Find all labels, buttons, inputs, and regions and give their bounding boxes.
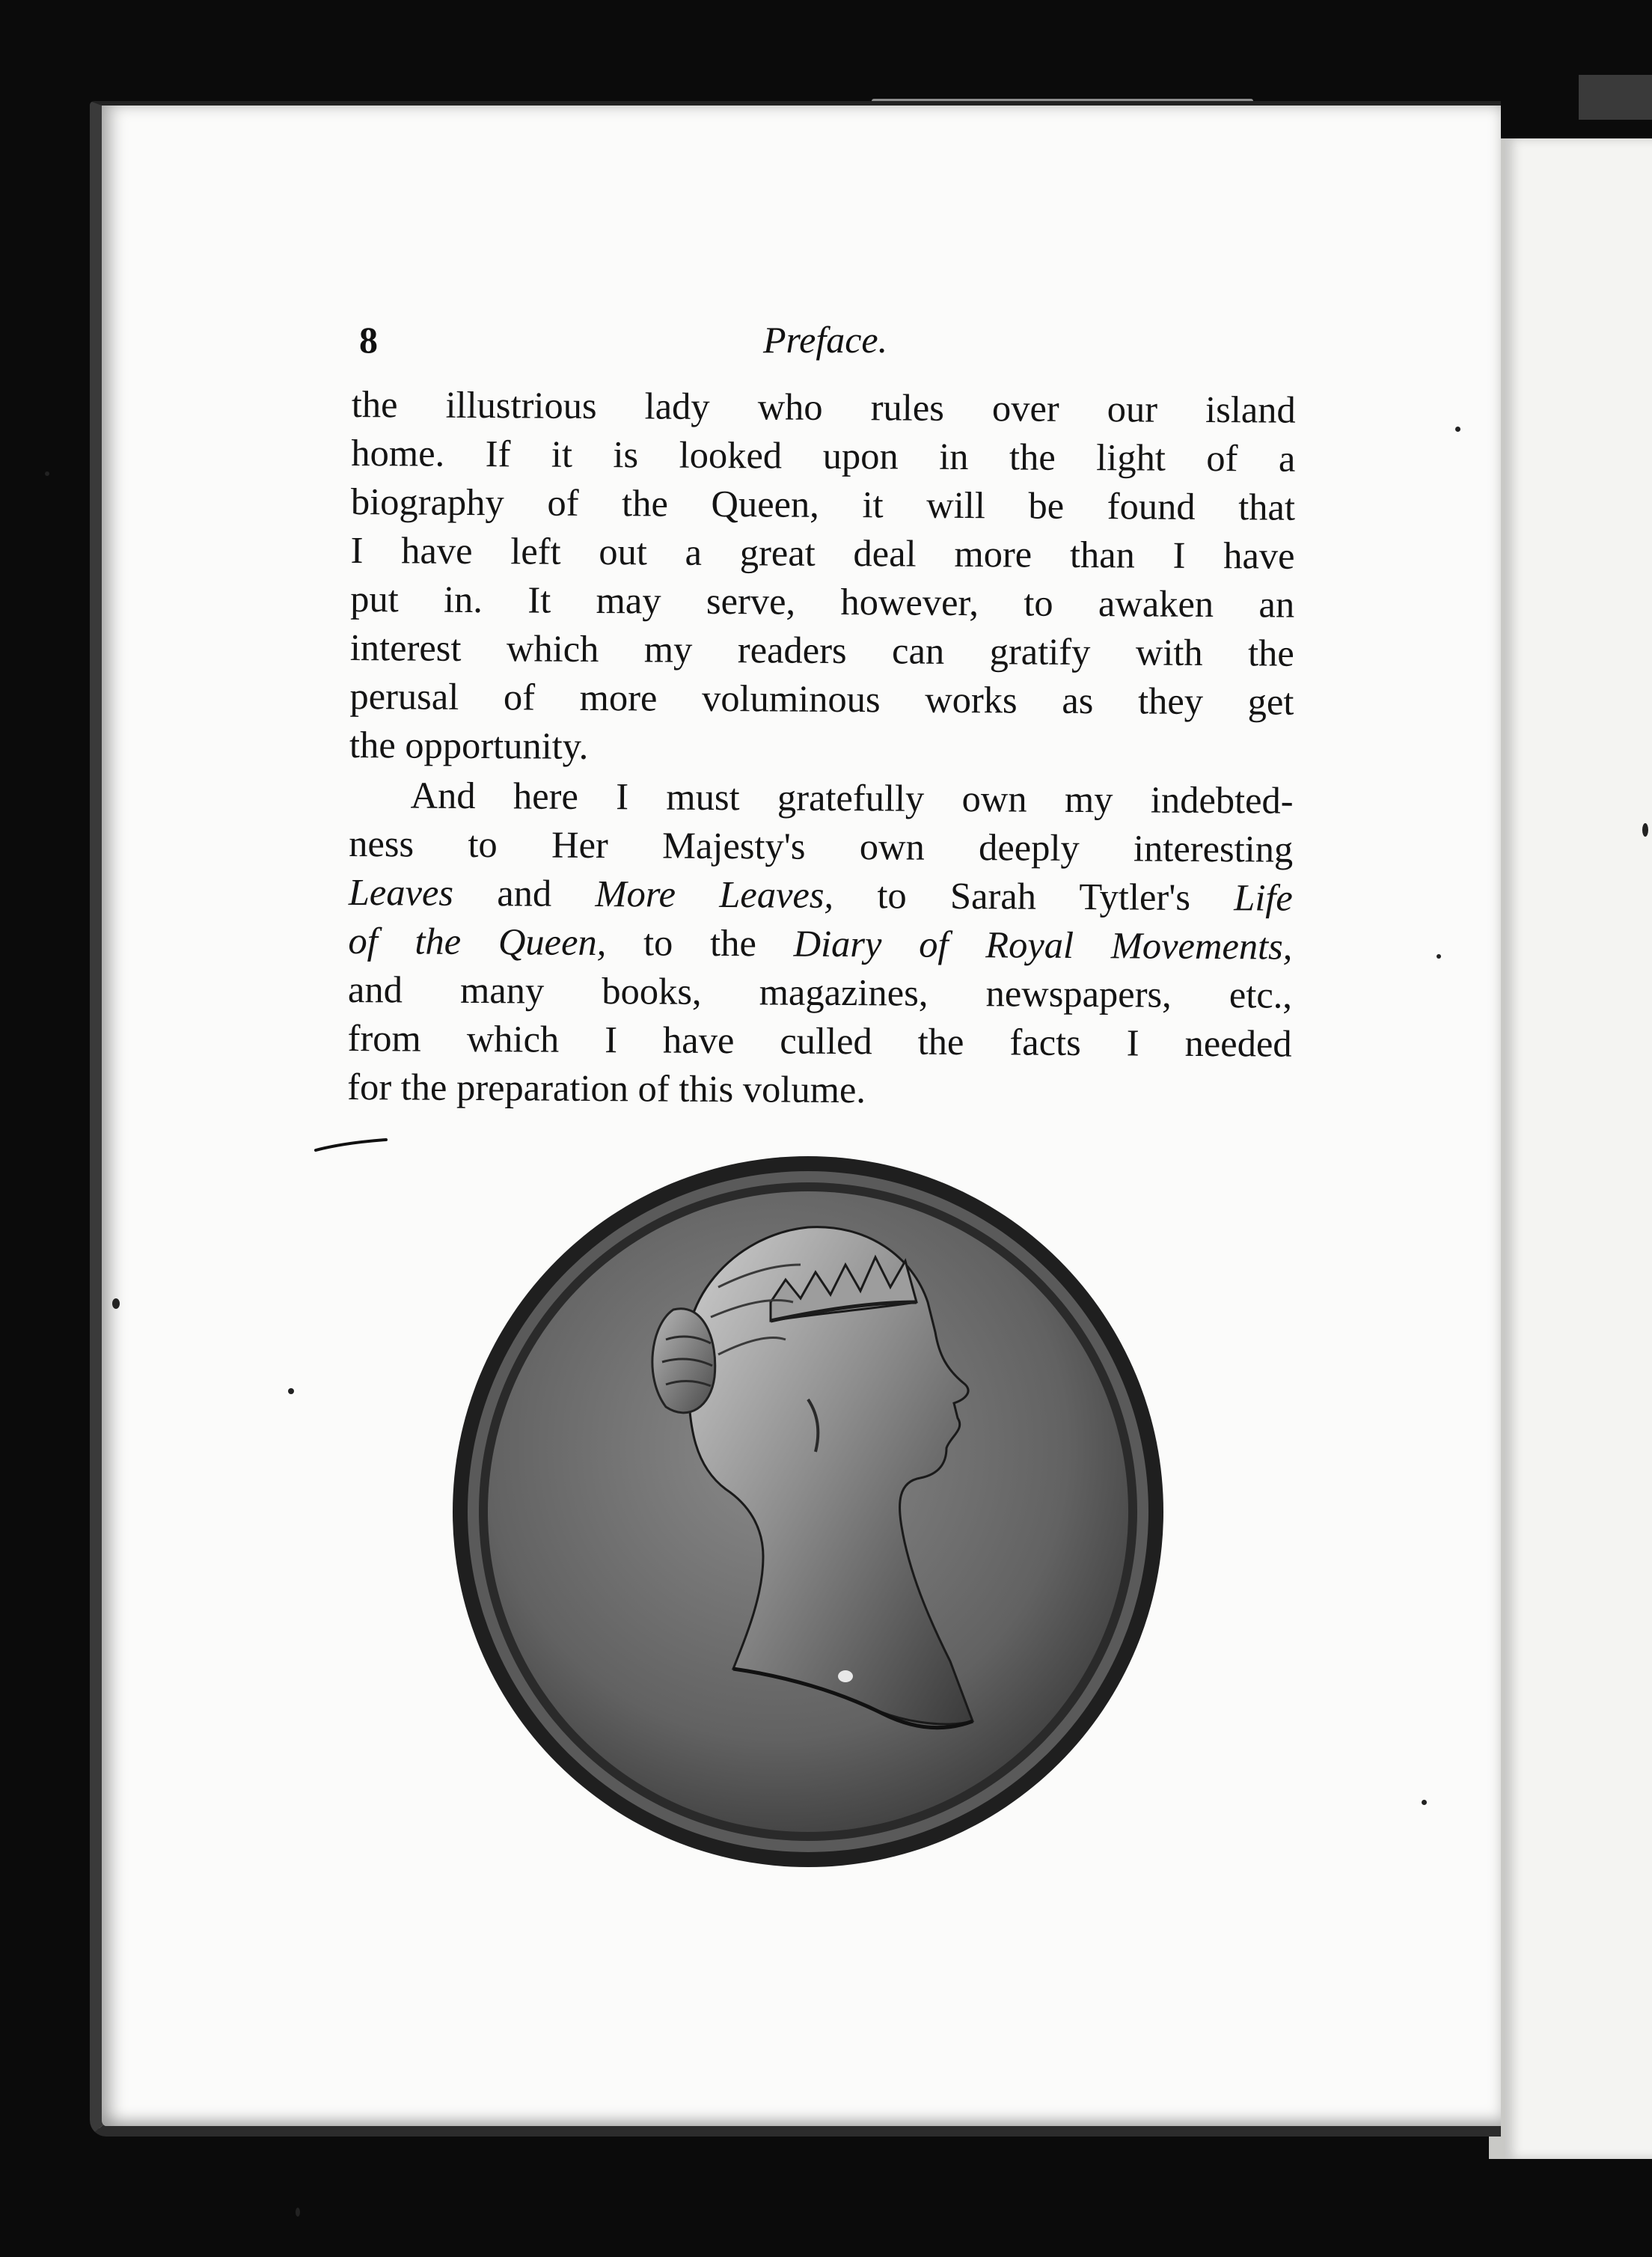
text-line: and many books, magazines, newspapers, etc., <box>347 968 1293 1016</box>
italic-title: Leaves <box>348 870 454 914</box>
page-number: 8 <box>359 319 378 361</box>
text-line: I have left out a great deal more than I have <box>350 528 1295 577</box>
text-line: the illustrious lady who rules over our island <box>351 382 1296 431</box>
text-line: put in. It may serve, however, to awaken an <box>350 577 1295 626</box>
text-run: and <box>453 871 596 915</box>
text-line: from which I have culled the facts I needed <box>347 1016 1292 1065</box>
facing-page-edge <box>1489 138 1652 2159</box>
text-line: biography of the Queen, it will be found that <box>350 480 1296 528</box>
text-run: to the <box>606 921 794 965</box>
running-title: Preface. <box>763 319 888 361</box>
italic-title: Life <box>1234 876 1293 919</box>
text-line <box>348 917 1292 971</box>
running-head <box>359 318 1294 370</box>
text-line: the opportunity. <box>349 723 589 767</box>
paragraph-2 <box>347 771 1294 1117</box>
text-run: to Sarah Tytler's <box>833 873 1235 919</box>
scan-speck <box>112 1298 120 1309</box>
text-line: home. If it is looked upon in the light of a <box>351 431 1296 480</box>
paragraph-1 <box>349 380 1296 775</box>
scan-speck <box>296 2208 300 2217</box>
text-line: ness to Her Majesty's own deeply interesting <box>349 822 1294 870</box>
scan-speck <box>1422 1800 1427 1805</box>
text-line <box>349 868 1293 923</box>
text-line: interest which my readers can gratify with the <box>349 626 1294 674</box>
pen-stroke-mark <box>314 1134 389 1156</box>
text-line: perusal of more voluminous works as they get <box>349 674 1294 723</box>
scan-speck <box>288 1388 294 1394</box>
scan-speck <box>1455 427 1460 432</box>
scan-speck <box>1437 954 1441 959</box>
text-line: And here I must gratefully own my indebted- <box>410 774 1294 822</box>
italic-title: Diary of Royal Movements, <box>793 922 1293 968</box>
text-line: for the preparation of this volume. <box>347 1065 866 1111</box>
body-text <box>347 380 1296 1117</box>
italic-title: of the Queen, <box>348 919 607 964</box>
scan-edge-mark <box>1579 75 1652 120</box>
hair-bun <box>652 1309 715 1413</box>
portrait-medallion-icon <box>449 1152 1167 1871</box>
italic-title: More Leaves, <box>595 873 834 916</box>
scan-speck <box>1642 823 1648 837</box>
scan-speck <box>45 471 49 476</box>
